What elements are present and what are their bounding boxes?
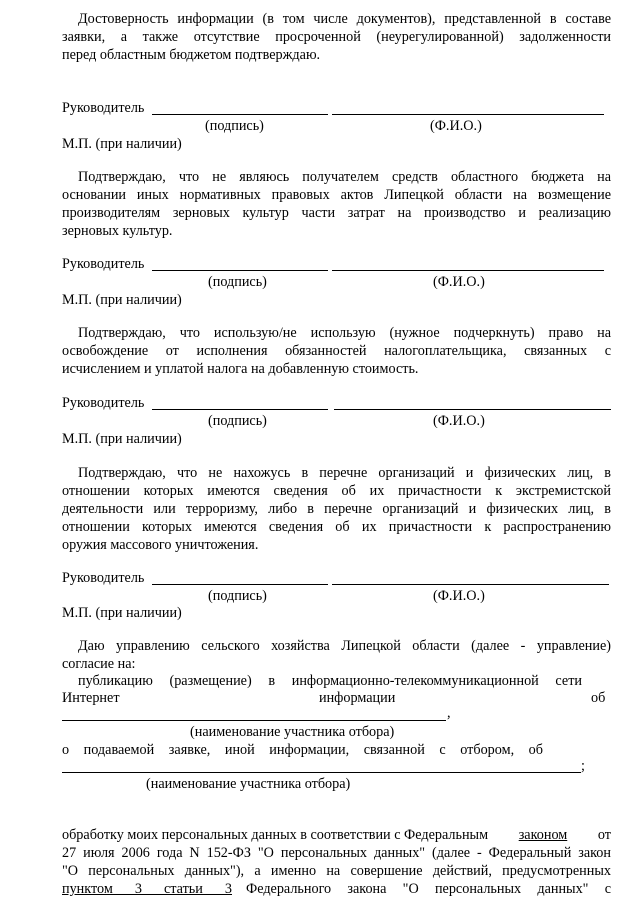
- signature-line: [152, 270, 328, 271]
- extremism-line-2: отношении которых имеются сведения об их причастности к экстремистской: [62, 483, 611, 499]
- participant-name-line: [62, 720, 446, 721]
- participant-name-line-2: [62, 772, 581, 773]
- pd-line-3: "О персональных данных"), а именно на совершение действий, предусмотренных: [62, 863, 611, 879]
- subsidy-line-4: зерновых культур.: [62, 223, 173, 239]
- subsidy-line-2: основании иных нормативных правовых актов Липецкой области на возмещение: [62, 187, 611, 203]
- signature-line: [152, 114, 328, 115]
- signature-caption: (подпись): [205, 118, 264, 134]
- signature-caption: (подпись): [208, 274, 267, 290]
- intro-line-3: перед областным бюджетом подтверждаю.: [62, 47, 321, 63]
- consent-word-about: об: [591, 690, 606, 706]
- fio-caption: (Ф.И.О.): [433, 274, 485, 290]
- fio-line: [332, 114, 604, 115]
- subsidy-line-1: Подтверждаю, что не являюсь получателем средств областного бюджета на: [78, 169, 611, 185]
- signature-line: [152, 584, 328, 585]
- head-label: Руководитель: [62, 100, 145, 116]
- vat-line-2: освобождение от исполнения обязанностей налогоплательщика, связанных с: [62, 343, 611, 359]
- pd-line-1: [62, 827, 611, 844]
- signature-caption: (подпись): [208, 588, 267, 604]
- consent-line-5: о подаваемой заявке, иной информации, связанной с отбором, об: [62, 742, 543, 758]
- pd-line-4: [62, 881, 611, 898]
- intro-line-1: Достоверность информации (в том числе документов), представленной в составе: [78, 11, 611, 27]
- intro-line-2: заявки, а также отсутствие просроченной (неурегулированной) задолженности: [62, 29, 611, 45]
- consent-word-internet: Интернет: [62, 690, 120, 706]
- fio-line: [332, 270, 604, 271]
- fio-caption: (Ф.И.О.): [430, 118, 482, 134]
- law-link[interactable]: законом: [518, 827, 568, 843]
- fio-line: [332, 584, 609, 585]
- pd-line-2: 27 июля 2006 года N 152-ФЗ "О персональных данных" (далее - Федеральный закон: [62, 845, 611, 861]
- consent-line-3: публикацию (размещение) в информационно-телекоммуникационной сети: [78, 673, 582, 689]
- participant-caption-2: (наименование участника отбора): [146, 776, 351, 792]
- consent-line-1: Даю управлению сельского хозяйства Липецкой области (далее - управление): [78, 638, 611, 654]
- participant-semicolon: ;: [581, 758, 585, 774]
- pd-line-1-end: от: [597, 827, 611, 843]
- participant-caption: (наименование участника отбора): [190, 724, 395, 740]
- extremism-line-3: деятельности или терроризму, либо в перечне организаций и физических лиц, в: [62, 501, 611, 517]
- head-label: Руководитель: [62, 256, 145, 272]
- seal-label: М.П. (при наличии): [62, 136, 182, 152]
- signature-caption: (подпись): [208, 413, 267, 429]
- article-link[interactable]: пунктом 3 статьи 3: [62, 881, 232, 897]
- subsidy-line-3: производителям зерновых культур части затрат на производство и реализацию: [62, 205, 611, 221]
- signature-line: [152, 409, 328, 410]
- consent-word-information: информации: [319, 690, 396, 706]
- fio-caption: (Ф.И.О.): [433, 588, 485, 604]
- vat-line-1: Подтверждаю, что использую/не использую (нужное подчеркнуть) право на: [78, 325, 611, 341]
- fio-caption: (Ф.И.О.): [433, 413, 485, 429]
- seal-label: М.П. (при наличии): [62, 431, 182, 447]
- extremism-line-5: оружия массового уничтожения.: [62, 537, 259, 553]
- pd-line-1-text: обработку моих персональных данных в соответствии с Федеральным: [62, 827, 489, 843]
- head-label: Руководитель: [62, 395, 145, 411]
- participant-comma: ,: [447, 705, 451, 721]
- extremism-line-4: отношении которых имеются сведения об их причастности к распространению: [62, 519, 611, 535]
- consent-line-2: согласие на:: [62, 656, 136, 672]
- vat-line-3: исчислением и уплатой налога на добавленную стоимость.: [62, 361, 419, 377]
- fio-line: [334, 409, 611, 410]
- seal-label: М.П. (при наличии): [62, 292, 182, 308]
- pd-line-4-text: Федерального закона "О персональных данных" с: [246, 881, 611, 897]
- extremism-line-1: Подтверждаю, что не нахожусь в перечне организаций и физических лиц, в: [78, 465, 611, 481]
- head-label: Руководитель: [62, 570, 145, 586]
- seal-label: М.П. (при наличии): [62, 605, 182, 621]
